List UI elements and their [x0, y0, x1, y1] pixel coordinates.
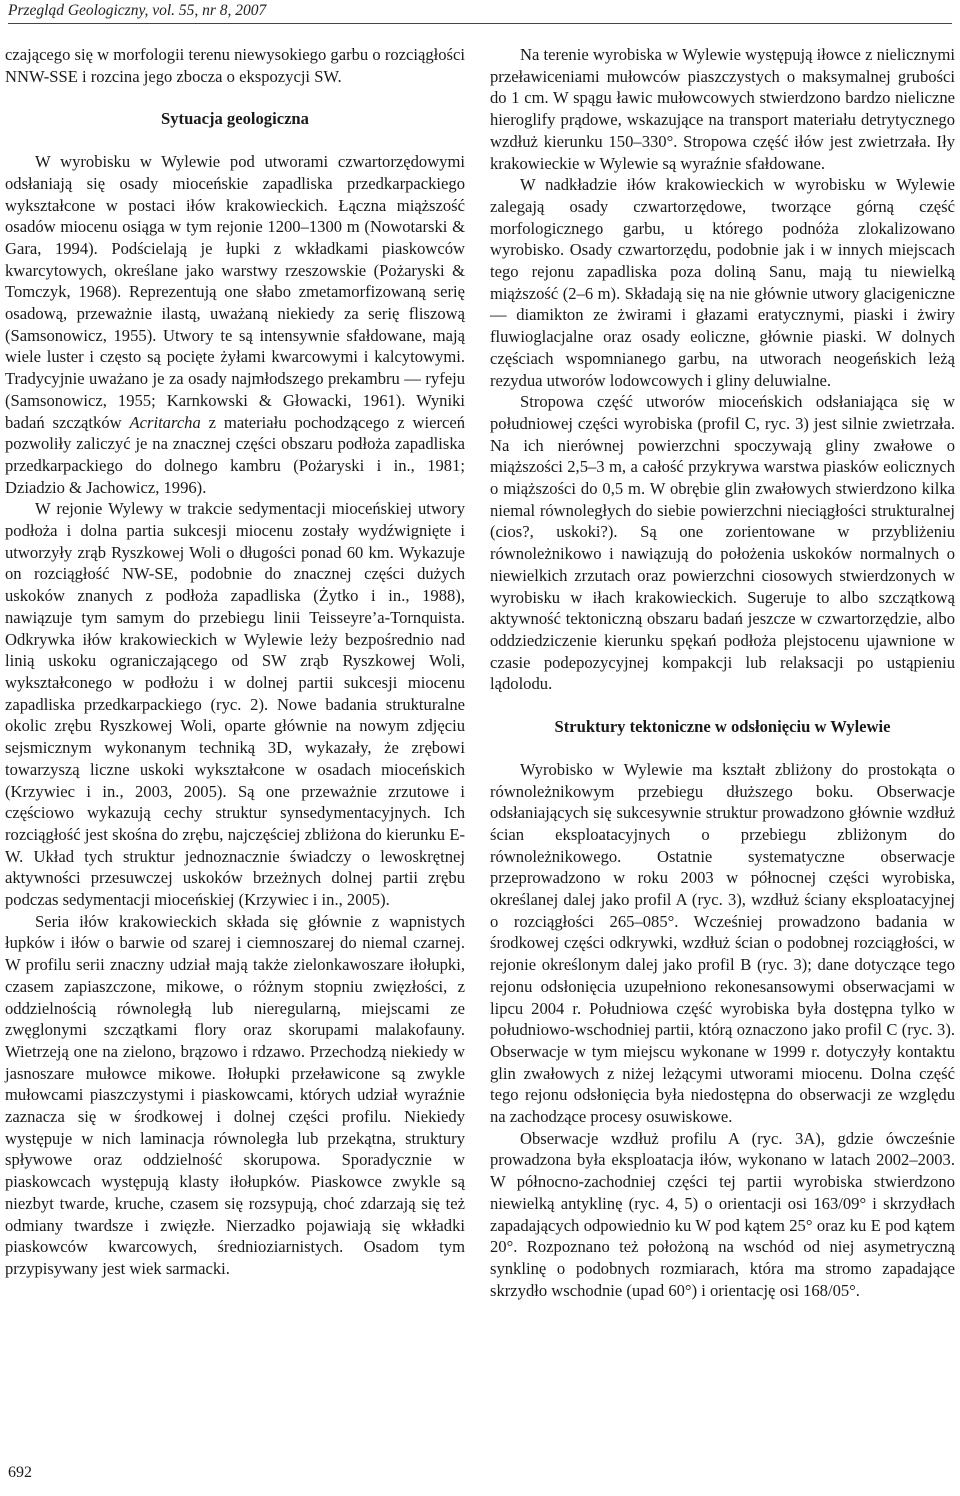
paragraph: Obserwacje wzdłuż profilu A (ryc. 3A), gdzie ówcześnie prowadzona była eksploatacja iłów, wykonano w latach 2002–2003. W północno-zachodniej części tej partii wyrobiska stwierdzono niewielką antyklinę (ryc. 4, 5) o orientacji osi 163/09° i skrzydłach zapadających odpowiednio ku W pod kątem 25° oraz ku E pod kątem 20°. Rozpoznano też położoną na wschód od niej asymetryczną synklinę o podobnych rozmiarach, która ma stromo zapadające skrzydło wschodnie (upad 60°) i orientację osi 168/05°.: [490, 1128, 955, 1300]
right-column: [490, 44, 955, 1301]
paragraph-text: z materiału pochodzącego z wierceń pozwoliły zaliczyć je na znacznej części obszaru podłoża zapadliska przedkarpackiego do dolnego kambru (Pożaryski i in., 1981; Dziadzio & Jachowicz, 1996).: [5, 412, 465, 497]
section-heading-geology: Sytuacja geologiczna: [161, 109, 309, 129]
running-header: Przegląd Geologiczny, vol. 55, nr 8, 2007: [8, 2, 267, 19]
paragraph: [5, 151, 465, 498]
paragraph: W nadkładzie iłów krakowieckich w wyrobisku w Wylewie zalegają osady czwartorzędowe, tworzące górną część morfologicznego garbu, u którego podnóża zlokalizowano wyrobisko. Osady czwartorzędu, podobnie jak i w innych miejscach tego rejonu zapadliska poza doliną Sanu, mają tu niewielką miąższość (2–6 m). Składają się na nie głównie utwory glacigeniczne — diamikton ze żwirami i głazami eratycznymi, piaski i żwiry fluwioglacjalne oraz osady eoliczne, głównie piaski. W dolnych częściach wspomnianego garbu, na utworach neogeńskich leżą rezydua utworów lodowcowych i gliny deluwialne.: [490, 175, 955, 390]
paragraph-continuation: czającego się w morfologii terenu niewysokiego garbu o rozciągłości NNW-SSE i rozcina jego zbocza o ekspozycji SW.: [5, 45, 465, 86]
paragraph: W rejonie Wylewy w trakcie sedymentacji mioceńskiej utwory podłoża i dolna partia sukcesji miocenu zostały wydźwignięte i utworzyły zrąb Ryszkowej Woli o długości ponad 60 km. Wykazuje on rozciągłość NW-SE, podobnie do znacznej części dużych uskoków znanych z podłoża zapadliska (Żytko i in., 1988), nawiązuje tym samym do przebiegu linii Teisseyre’a-Tornquista. Odkrywka iłów krakowieckich w Wylewie leży bezpośrednio nad linią uskoku ograniczającego od SW zrąb Ryszkowej Woli, wykształconego w podłożu i w dolnej partii sukcesji miocenu zapadliska przedkarpackiego (ryc. 2). Nowe badania strukturalne okolic zrębu Ryszkowej Woli, oparte głównie na nowym zdjęciu sejsmicznym wykonanym techniką 3D, wykazały, że zrębowi towarzyszą liczne uskoki wykształcone w osadach mioceńskich (Krzywiec i in., 2003, 2005). Są one przeważnie zrzutowe i częściowo wykazują cechy struktur synsedymentacyjnych. Ich rozciągłość jest skośna do zrębu, najczęściej zbliżona do kierunku E-W. Układ tych struktur jednoznacznie świadczy o lewoskrętnej aktywności przesuwczej uskoków brzeżnych dolnej partii zrębu podczas sedymentacji mioceńskiej (Krzywiec i in., 2005).: [5, 499, 465, 910]
page-number: 692: [8, 1464, 32, 1481]
left-column: [5, 44, 465, 1280]
header-rule: [8, 23, 952, 24]
paragraph: Wyrobisko w Wylewie ma kształt zbliżony do prostokąta o równoleżnikowym przebiegu dłuższego boku. Obserwacje odsłaniających się sukcesywnie struktur prowadzono głównie wzdłuż ścian eksploatacyjnych o przebiegu zbliżonym do równoleżnikowego. Ostatnie systematyczne obserwacje przeprowadzono w roku 2003 w północnej części wyrobiska, określanej dalej jako profil A (ryc. 3), wzdłuż ściany eksploatacyjnej o rozciągłości 265–085°. Wcześniej prowadzono badania w środkowej części odkrywki, wzdłuż ścian o podobnej rozciągłości, w rejonie określonym dalej jako profil B (ryc. 3); dane dotyczące tego rejonu odsłonięcia uzupełniono rekonesansowymi obserwacjami w lipcu 2004 r. Południowa część wyrobiska była dostępna tylko w południowo-wschodniej partii, którą oznaczono jako profil C (ryc. 3). Obserwacje w tym miejscu wykonane w 1999 r. dotyczyły kontaktu glin zwałowych z niżej leżącymi utworami miocenu. Dolna część tego rejonu odsłonięcia była niedostępna do obserwacji ze względu na zachodzące procesy osuwiskowe.: [490, 759, 955, 1127]
paragraph: Na terenie wyrobiska w Wylewie występują iłowce z nielicznymi przeławiceniami mułowców piaszczystych o maksymalnej grubości do 1 cm. W spągu ławic mułowcowych stwierdzono bardzo nieliczne hieroglify prądowe, wskazujące na transport materiału detrytycznego wzdłuż kierunku 150–330°. Stropowa część iłów jest zwietrzała. Iły krakowieckie w Wylewie są wyraźnie sfałdowane.: [490, 45, 955, 173]
paragraph: Stropowa część utworów mioceńskich odsłaniająca się w południowej części wyrobiska (profil C, ryc. 3) jest silnie zwietrzała. Na ich nierównej powierzchni spoczywają gliny zwałowe o miąższości 2,5–3 m, a całość przykrywa warstwa piasków eolicznych o miąższości do 0,5 m. W obrębie glin zwałowych stwierdzono kilka niemal równoległych do siebie powierzchni nieciągłości strukturalnej (cios?, uskoki?). Są one zorientowane w przybliżeniu równoleżnikowo i nawiązują do położenia uskoków normalnych o niewielkich zrzutach oraz powierzchni ciosowych stwierdzonych w wyrobisku w iłach krakowieckich. Sugeruje to albo szczątkową aktywność tektoniczną obszaru badań jeszcze w czwartorzędzie, albo oddziedziczenie kierunku spękań podłoża plejstocenu ujawnione w czasie podepozycyjnej kompakcji lub relaksacji po ustąpieniu lądolodu.: [490, 392, 955, 694]
paragraph-text: W wyrobisku w Wylewie pod utworami czwartorzędowymi odsłaniają się osady mioceńskie zapadliska przedkarpackiego wykształcone w postaci iłów krakowieckich. Łączna miąższość osadów miocenu osiąga w tym rejonie 1200–1300 m (Nowotarski & Gara, 1994). Podścielają je łupki z wkładkami piaskowców kwarcytowych, określane jako warstwy rzeszowskie (Pożaryski & Tomczyk, 1968). Reprezentują one słabo zmetamorfizowaną serię osadową, przeważnie ilastą, uważaną niekiedy za serię fliszową (Samsonowicz, 1955). Utwory te są intensywnie sfałdowane, mają wiele luster i często są pocięte żyłami kwarcowymi i kalcytowymi. Tradycyjnie uważano je za osady najmłodszego prekambru — ryfeju (Samsonowicz, 1955; Karnkowski & Głowacki, 1961). Wyniki badań szczątków: [5, 152, 465, 432]
taxon-name: Acritarcha: [129, 412, 201, 432]
paragraph: Seria iłów krakowieckich składa się głównie z wapnistych łupków i iłów o barwie od szarej i ciemnoszarej do niemal czarnej. W profilu serii znaczny udział mają także zielonkawoszare iłołupki, czasem zapiaszczone, mikowe, o różnym stopniu zwięzłości, z oddzielnością równoległą lub nieregularną, miejscami ze zwęglonymi szczątkami flory oraz skorupami malakofauny. Wietrzeją one na zielono, brązowo i rdzawo. Przechodzą niekiedy w jasnoszare mułowce mikowe. Iłołupki przeławicone są zwykle mułowcami piaszczystymi i piaskowcami, których udział wyraźnie zaznacza się w środkowej i dolnej części profilu. Niekiedy występuje w nich laminacja równoległa lub przekątna, struktury spływowe oraz oddzielność skorupowa. Sporadycznie w piaskowcach występują klasty iłołupków. Piaskowce zwykle są niezbyt twarde, kruche, czasem się rozsypują, choć zdarzają się też odmiany twardsze i zwięzłe. Nierzadko pojawiają się wkładki piaskowców kwarcowych, średnioziarnistych. Osadom tym przypisywany jest wiek sarmacki.: [5, 911, 465, 1278]
section-heading-tectonics: Struktury tektoniczne w odsłonięciu w Wylewie: [554, 717, 891, 737]
